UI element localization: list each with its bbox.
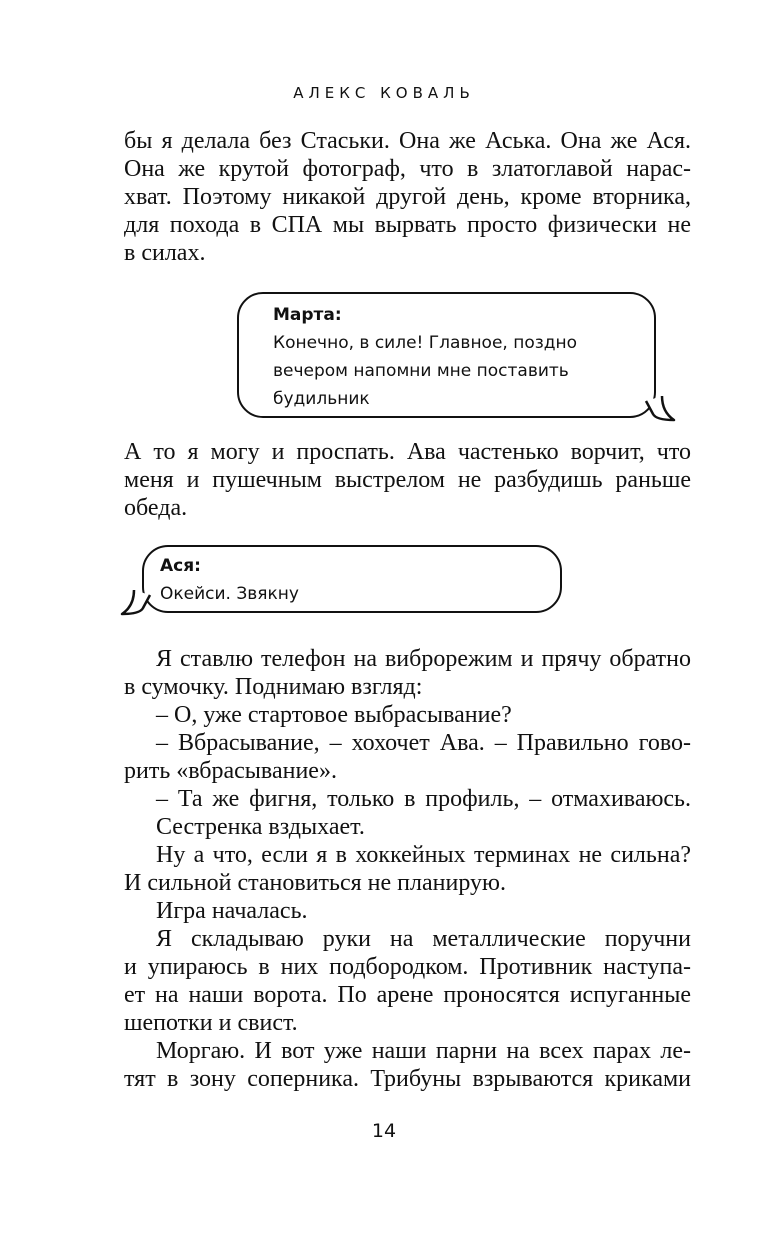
text-line: в силах. xyxy=(124,240,206,266)
text-line: тят в зону соперника. Трибуны взрываются криками xyxy=(124,1066,691,1092)
text-line: Я складываю руки на металлические поручни xyxy=(156,926,691,952)
text-line: А то я могу и проспать. Ава частенько ворчит, что xyxy=(124,439,691,465)
message-line: будильник xyxy=(273,389,370,409)
message-sender: Ася: xyxy=(160,556,201,576)
paragraph-3 xyxy=(124,645,691,1093)
text-line: обеда. xyxy=(124,495,188,521)
text-line: в сумочку. Поднимаю взгляд: xyxy=(124,674,423,700)
text-line: Игра началась. xyxy=(156,898,308,924)
text-line: и упираюсь в них подбородком. Противник наступа- xyxy=(124,954,691,980)
text-line: Я ставлю телефон на виброрежим и прячу обратно xyxy=(156,646,691,672)
running-header-author: АЛЕКС КОВАЛЬ xyxy=(293,84,475,102)
message-line: Окейси. Звякну xyxy=(160,584,299,604)
message-line: вечером напомни мне поставить xyxy=(273,361,569,381)
message-sender: Марта: xyxy=(273,305,342,325)
message-bubble-asya xyxy=(142,545,562,613)
text-line: ет на наши ворота. По арене проносятся испуганные xyxy=(124,982,691,1008)
message-bubble-marta xyxy=(237,292,656,418)
text-line: шепотки и свист. xyxy=(124,1010,298,1036)
text-line: рить «вбрасывание». xyxy=(124,758,337,784)
text-line: Ну а что, если я в хоккейных терминах не сильна? xyxy=(156,842,691,868)
text-line: Моргаю. И вот уже наши парни на всех парах ле- xyxy=(156,1038,691,1064)
text-line: – Вбрасывание, – хохочет Ава. – Правильно гово- xyxy=(156,730,691,756)
bubble-tail-right xyxy=(640,392,676,424)
text-line: Она же крутой фотограф, что в златоглавой нарас- xyxy=(124,156,691,182)
message-line: Конечно, в силе! Главное, поздно xyxy=(273,333,578,353)
text-line: Сестренка вздыхает. xyxy=(156,814,365,840)
paragraph-1 xyxy=(124,127,691,267)
text-line: меня и пушечным выстрелом не разбудишь раньше xyxy=(124,467,691,493)
text-line: – Та же фигня, только в профиль, – отмахиваюсь. xyxy=(156,786,691,812)
text-line: для похода в СПА мы вырвать просто физически не xyxy=(124,212,691,238)
text-line: И сильной становиться не планирую. xyxy=(124,870,506,896)
text-line: хват. Поэтому никакой другой день, кроме вторника, xyxy=(124,184,691,210)
text-line: – О, уже стартовое выбрасывание? xyxy=(156,702,512,728)
text-line: бы я делала без Стаськи. Она же Аська. Она же Ася. xyxy=(124,128,691,154)
bubble-tail-left xyxy=(120,586,156,618)
paragraph-2 xyxy=(124,438,691,522)
page-number: 14 xyxy=(371,1120,397,1142)
